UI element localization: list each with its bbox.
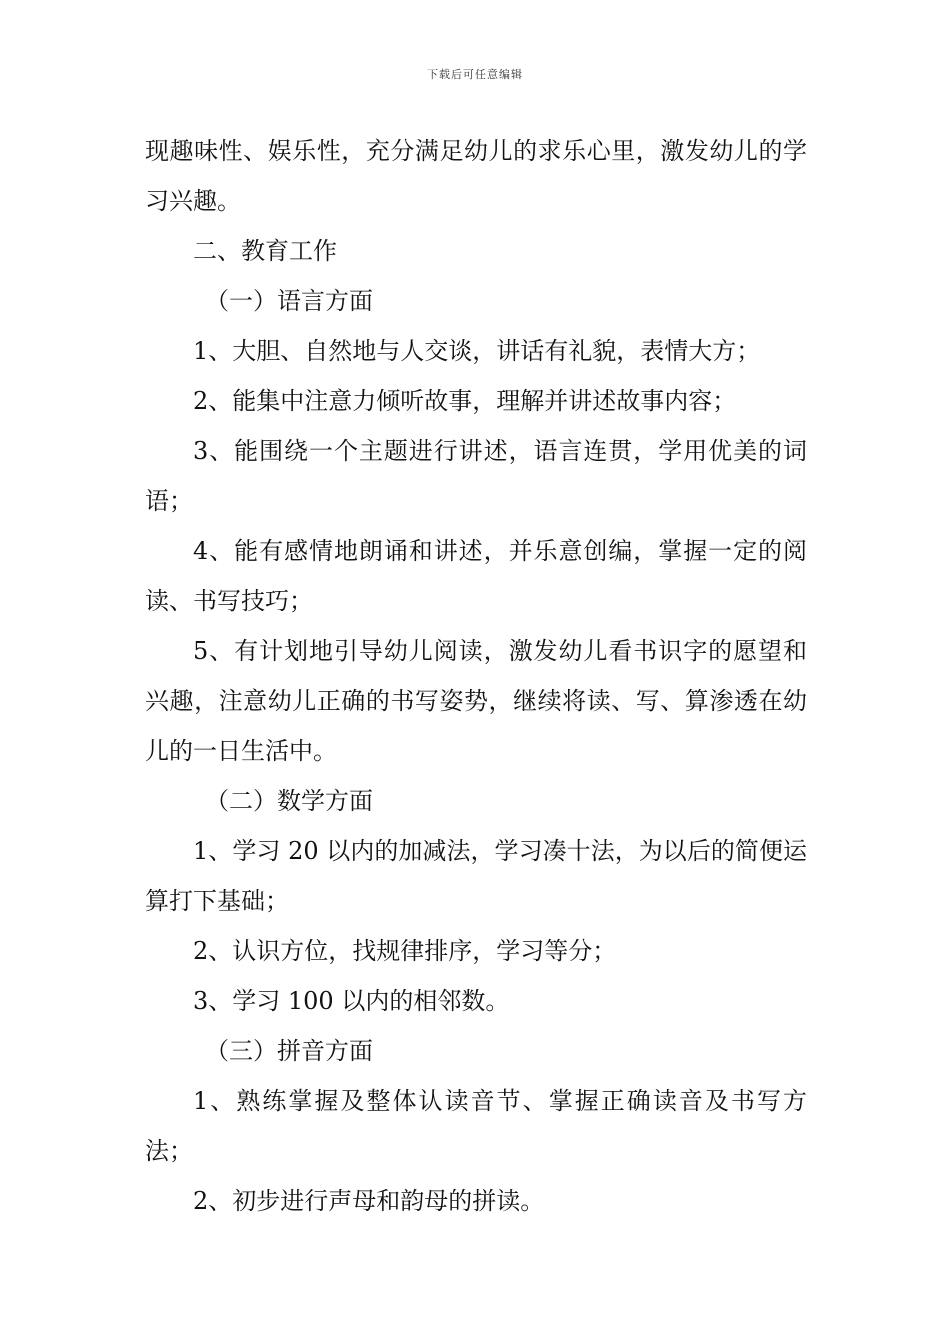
list-item-pinyin-2: 2、初步进行声母和韵母的拼读。 xyxy=(193,1187,545,1215)
list-item-language-1: 1、大胆、自然地与人交谈，讲话有礼貌，表情大方； xyxy=(193,337,761,365)
list-item-math-1: 1、学习 20 以内的加减法，学习凑十法，为以后的简便运算打下基础； xyxy=(145,837,807,915)
subsection-heading-math: （二）数学方面 xyxy=(205,787,373,815)
list-item-math-2: 2、认识方位，找规律排序，学习等分； xyxy=(193,937,617,965)
list-item-language-2: 2、能集中注意力倾听故事，理解并讲述故事内容； xyxy=(193,387,737,415)
subsection-heading-language: （一）语言方面 xyxy=(205,287,373,315)
page-header: 下载后可任意编辑 xyxy=(427,68,523,81)
subsection-heading-pinyin: （三）拼音方面 xyxy=(205,1037,373,1065)
paragraph-intro-continuation: 现趣味性、娱乐性，充分满足幼儿的求乐心里，激发幼儿的学习兴趣。 xyxy=(145,137,807,215)
list-item-language-5: 5、有计划地引导幼儿阅读，激发幼儿看书识字的愿望和兴趣，注意幼儿正确的书写姿势，继续将读、写、算渗透在幼儿的一日生活中。 xyxy=(145,637,807,765)
section-heading-education-work: 二、教育工作 xyxy=(193,237,337,265)
list-item-math-3: 3、学习 100 以内的相邻数。 xyxy=(193,987,510,1015)
list-item-pinyin-1: 1、熟练掌握及整体认读音节、掌握正确读音及书写方法； xyxy=(145,1087,807,1165)
list-item-language-4: 4、能有感情地朗诵和讲述，并乐意创编，掌握一定的阅读、书写技巧； xyxy=(145,537,807,615)
list-item-language-3: 3、能围绕一个主题进行讲述，语言连贯，学用优美的词语； xyxy=(145,437,807,515)
document-body xyxy=(145,126,807,1226)
